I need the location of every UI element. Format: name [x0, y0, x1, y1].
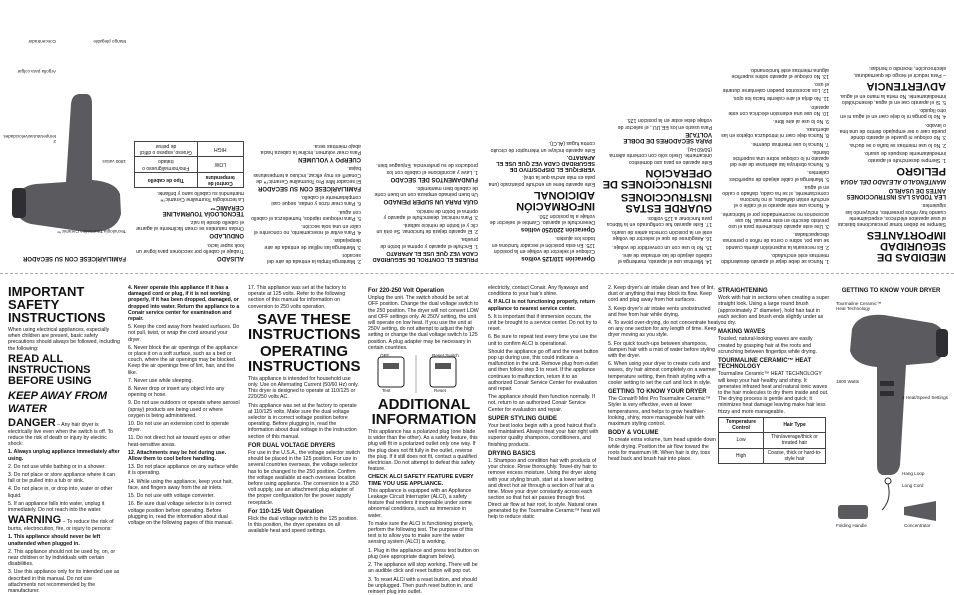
es-item: 3. Mantenga las rejillas de entrada de aire despejadas. [251, 237, 361, 249]
alci-item: 6. Be sure to repeat test every time you use the unit to confirm ALCI is operational. [488, 334, 600, 346]
warning-heading: WARNING [8, 514, 61, 526]
warning-item: 2. This appliance should not be used by, on, or near children or by individuals with certain disabilities. [8, 549, 120, 568]
alci-item: 5. It is important that if immersion occurs, the unit be brought to a service center. Do not try to reset. [488, 314, 600, 333]
fold-line [0, 273, 954, 274]
es-item: 3. Para reiniciar, desenchufe el aparato y oprima el botón de reinicio. [368, 207, 478, 219]
reset-text: The appliance should then function normally. If not, return to an authorized Conair Service Center for evaluation and repair. [488, 394, 600, 413]
save-heading: SAVE THESE INSTRUCTIONS [248, 312, 360, 342]
getting-to-know-title: GETTING TO KNOW YOUR DRYER [832, 288, 950, 294]
table-cell: Thin/average/thick or treated hair [764, 433, 826, 448]
v220-text: Unplug the unit. The switch should be set at OFF position. Change the dual voltage switch to the 250 position. The dryer will not convert LOW and OFF settings only. At 250V setting, the unit will operate on low heat. If you use the unit at 250V setting, do not attempt to adjust the high setting or change the dual voltage switch to 125 position. A plug adapter may be necessary in certain countries. [368, 295, 480, 351]
fig-label: Test [382, 388, 390, 393]
alci-step: 2. The appliance will stop working. There will be an audible click and reset button will pop out. [368, 562, 480, 574]
danger-item: 1. Always unplug appliance immediately after using. [8, 449, 120, 461]
es-item: 2. Mantenga limpia la entrada de aire del secador. [251, 252, 361, 264]
es-guia: GUÍA PARA UN SUPER PEINADO [368, 198, 478, 204]
es-col-1 [836, 2, 946, 264]
table-cell: Coarse, thick or hard-to-style hair [764, 448, 826, 463]
en-col-3 [248, 285, 360, 547]
es-tecno: TECNOLOGÍA TOURMALINE CERAMIC™ [134, 203, 244, 215]
label-folding-handle: Folding Handle [836, 523, 867, 528]
waves-heading: MAKING WAVES [718, 329, 830, 335]
fig-label: Reset [434, 388, 446, 393]
operating-heading: OPERATING INSTRUCTIONS [248, 344, 360, 374]
warning-text: – To reduce the risk of burns, electrocution, fire, or injury to persons: [8, 519, 114, 532]
es-item: 13. No coloque el aparato sobre superficie alguna mientras esté funcionando. [719, 66, 829, 78]
table-row [719, 448, 826, 463]
es-item: 17. Este aparato fue configurado en la fábrica para funcionar a 125 voltios. [602, 215, 712, 227]
drying-item: 2. Keep dryer's air intake clean and free of lint, dust or anything that may block its flow. Keep cord and plug away from hot surfaces. [608, 285, 720, 304]
es-p: Trabaje el cabello por secciones para lograr un look super lacio. [134, 241, 244, 253]
super-styling-heading: SUPER STYLING GUIDE [488, 416, 600, 422]
dual-voltage-heading: FOR DUAL VOLTAGE DRYERS [248, 443, 360, 449]
drying-basics-item: 1. Shampoo and condition hair with products of your choice. Rinse thoroughly. Towel-dry hair to remove excess moisture. Using the dryer along with your styling brush, start at a lower setting and direct hot air through a section of hair at a time. Move your dryer constantly across each section so that hot air passes through first. Direct air flow at hair root, to style. Natural ones generated by the Tourmaline Ceramic™ heat will help to reduce static [488, 458, 600, 520]
en-col-1 [8, 285, 120, 547]
es-label: 2 temperaturas/velocidades [3, 134, 56, 144]
es-table-cell: Grueso, espeso o difícil de peinar [135, 141, 198, 156]
hair-type-table [718, 417, 826, 464]
fig-label: OFF [380, 353, 389, 358]
label-tourmaline: Tourmaline Ceramic™ Heat Technology [836, 301, 886, 311]
es-p: 1. Lave y acondicione el cabello con los productos de su preferencia. Enjuague bien. [368, 162, 478, 174]
es-p: Este aparato es para uso doméstico únicamente. Úselo sólo con corriente alterna (50/60 Hz). [602, 146, 712, 165]
es-item: 10. No use una extensión eléctrica con este aparato. [719, 103, 829, 115]
es-p: Para usarlo en los EE.UU., el selector de voltaje debe estar en la posición 125. [602, 117, 712, 129]
es-label: Mango plegable [93, 39, 126, 44]
es-cuerpo: CUERPO Y VOLUMEN [251, 156, 361, 162]
en-col-5 [488, 285, 600, 547]
es-col-4 [485, 2, 595, 264]
warning-item: 10. Do not use an extension cord to operate dryer. [128, 421, 240, 433]
es-adicional: INFORMACIÓN ADICIONAL [485, 189, 595, 211]
v110-text: Flick the dual voltage switch to the 125 position. In this position, the dryer operates on all available heat and speed settings. [248, 516, 360, 535]
es-p: Ondas naturales se crean fácilmente al agarrar el cabello desde la raíz. [134, 219, 244, 231]
danger-item: 3. Do not place or store appliance where it can fall or be pulled into a tub or sink. [8, 472, 120, 484]
item-17: 17. This appliance was set at the factory to operate at 125 volts. Refer to the following section of this manual for information on conversion to 250 volts operation. [248, 285, 360, 310]
es-p: Desenchufe el aparato. Cambie el selector de voltaje a la posición 250. [485, 213, 595, 225]
drying-item: 6. When using your dryer to create curls and waves, dry hair almost completely on a warmer temperature setting, then finish styling with a cooler setting to set the curl and lock in style. [608, 361, 720, 386]
es-dual: PARA SECADORES DE DOBLE VOLTAJE [602, 131, 712, 143]
es-familia-title: FAMILIARÍCESE CON SU SECADOR [6, 255, 126, 261]
es-label: Argolla para colgar [17, 69, 56, 74]
waves-text: Tousled, natural-looking waves are easily created by grasping hair at the roots and scrunching between fingertips while drying. [718, 336, 830, 355]
es-intro: Siempre se deben tomar precauciones básicas al usar aparatos eléctricos, especialmente cuando hay niños presentes, incluyendo las siguientes: [836, 202, 946, 227]
additional-heading: ADDITIONAL INFORMATION [368, 397, 480, 427]
reset-text: Should the appliance go off and the reset button pop up during use, this could indicate a malfunction in the unit. Remove plug from outlet and then follow step 3 to reset. If the appliance continues to malfunction, return it to an authorized Conair Service Center for evaluation and repair. [488, 349, 600, 392]
es-guarde: GUARDE ESTAS INSTRUCCIONES [602, 191, 712, 213]
es-item: 14. Mientras use el aparato, mantenga el cabello alejado de las entradas de aire. [602, 252, 712, 264]
en-col-6 [608, 285, 720, 547]
es-hair-table [134, 141, 244, 188]
alci-heading: CHECK ALCI SAFETY FEATURE EVERY TIME YOU USE APPLIANCE. [368, 474, 480, 486]
es-instr: INSTRUCCIONES DE OPERACIÓN [602, 167, 712, 189]
es-p: Coloque el selector de voltaje en la posición 125. En esta posición el secador funciona en todos los ajustes. [485, 235, 595, 254]
es-label: 1800 vatios [103, 159, 127, 164]
warning-item: 11. Do not direct hot air toward eyes or other heat-sensitive areas. [128, 435, 240, 447]
label-watts: 1800 Watts [836, 379, 859, 384]
know-dryer-text: The Conair® Mini Pro Tourmaline Ceramic™ Styler is very effective, even at lower temperatures, and helps to grow healthier-looking, shiny, more manageable hair with maximum styling control. [608, 396, 720, 427]
table-header: Hair Type [764, 417, 826, 432]
es-alisado: ALISADO [134, 255, 244, 261]
es-p: Un buen peinado empieza con un buen corte de cabello bien mantenido. [368, 185, 478, 197]
warning-item: 16. Be sure dual voltage selector is in correct voltage position before operating. Before plugging in, read the information about dual voltage on the following pages of this manual. [128, 501, 240, 526]
es-item: 4. No lo ponga ni lo deje caer en el agua ni en otro líquido. [836, 107, 946, 119]
warning-item: 13. Do not place appliance on any surface while it is operating. [128, 464, 240, 476]
es-table-cell: LOW [197, 157, 243, 172]
es-table-head: Tipo de cabello [135, 172, 198, 187]
alci-text: This appliance is equipped with an Appliance Leakage Circuit Interrupter (ALCI), a safety feature that renders it inoperable under some abnormal conditions, such as immersion in water. [368, 488, 480, 519]
warning-item: 9. Do not use outdoors or operate where aerosol (spray) products are being used or where oxygen is being administered. [128, 400, 240, 419]
danger-text: – Any hair dryer is electrically live even when the switch is off. To reduce the risk of death or injury by electric shock: [8, 422, 113, 447]
es-item: 1. Siempre desenchufe el aparato inmediatamente después de usarlo. [836, 150, 946, 162]
drying-item: 5. For quick touch-ups between shampoos, dampen hair with a mist of water before styling with the dryer. [608, 341, 720, 360]
es-label: Concentrador [28, 39, 56, 44]
warning-item: 6. Never block the air openings of the appliance or place it on a soft surface, such as a bed or couch, where the air openings may be blocked. Keep the air openings free of lint, hair, and the like. [128, 345, 240, 376]
alci-text: To make sure the ALCI is functioning properly, perform the following test. The purpose of this test is to allow you to make sure the water sensing system (ALCI) is working. [368, 521, 480, 546]
warning-item: 15. Do not use with voltage converter. [128, 493, 240, 499]
es-item: 12. Los accesorios pueden calentarse durante el uso. [719, 81, 829, 93]
en-col-4 [368, 285, 480, 547]
es-item: 4. Para evitar el resecamiento, no concentre el calor en una sola sección. [251, 223, 361, 235]
es-table-head: Control de temperatura [197, 172, 243, 187]
es-fund: FUNDAMENTOS DEL SECADO [368, 176, 478, 182]
drying-item: 4. To avoid over-drying, do not concentrate heat on any one section for any length of time. Keep dryer moving as you style. [608, 320, 720, 339]
alci-step: 3. To reset ALCI with a reset button, and should be unplugged. Then push reset button in, and reinsert plug into outlet. [368, 577, 480, 595]
warning-item: 5. Keep the cord away from heated surfaces. Do not pull, twist, or wrap the cord around your dryer. [128, 324, 240, 343]
drying-basics-heading: DRYING BASICS [488, 451, 600, 457]
es-item: 2. No lo use mientras se baña o se ducha. [836, 142, 946, 148]
v220-heading: For 220-250 Volt Operation [368, 288, 480, 294]
alci-step: 1. Plug in the appliance and press test button on plug (see appropriate diagram below). [368, 548, 480, 560]
body-volume-text: To create extra volume, turn head upside down while drying. Position the air flow toward the roots for maximum lift. When hair is dry, toss head back and brush hair into place. [608, 437, 720, 462]
read-all-heading: READ ALL INSTRUCTIONS BEFORE USING [8, 354, 120, 387]
es-item: 16. Asegúrese de que el selector de voltaje esté en la posición correcta antes de usarlo. [602, 229, 712, 241]
alci-item: 4. If ALCI is not functioning properly, return appliance to nearest service center. [488, 299, 600, 311]
es-ondas: ONDULADO [134, 232, 244, 238]
es-item: 3. No coloque ni guarde el aparato donde pueda caer o ser empujado dentro de una tina o lavabo. [836, 121, 946, 140]
es-item: 5. Mantenga el cable alejado de superficies calientes. [719, 169, 829, 181]
es-col-5 [368, 2, 478, 264]
keep-away-heading: KEEP AWAY FROM WATER [8, 390, 120, 416]
es-read-all: LEA TODAS LAS INSTRUCCIONES ANTES DE USARLO [836, 187, 946, 199]
es-col-7 [134, 2, 244, 264]
additional-text: This appliance has a polarized plug (one blade is wider than the other). As a safety feature, this plug will fit in a polarized outlet only one way. If the plug does not fit fully in the outlet, reverse the plug. If it still does not fit, contact a qualified electrician. Do not attempt to defeat this safety feature. [368, 429, 480, 472]
es-item: 2. Es necesaria la supervisión atenta cuando se usa por, sobre o cerca de niños o personas discapacitadas. [719, 231, 829, 250]
english-half [0, 277, 954, 549]
es-dryer-illustration [6, 54, 126, 254]
es-col-2 [719, 2, 829, 264]
danger-heading: DANGER [8, 417, 56, 429]
warning-item: 14. While using the appliance, keep your hair, face, and fingers away from the air inlets. [128, 479, 240, 491]
label-heat-speed: 2 Heat/Speed Settings [902, 395, 948, 400]
table-header: Temperature Control [719, 417, 764, 432]
es-item: 8. Nunca deje caer ni introduzca objetos en las aberturas. [719, 126, 829, 138]
es-item: 1. Nunca se debe dejar el aparato desatendido mientras esté enchufado. [719, 252, 829, 264]
es-table-cell: HIGH [197, 141, 243, 156]
es-adv-text: – Para reducir el riesgo de quemaduras, electrocución, incendio o heridas: [836, 65, 946, 77]
know-dryer-heading: GETTING TO KNOW YOUR DRYER [608, 389, 720, 395]
es-item: 5. Si el aparato cae en el agua, desenchúfelo inmediatamente. No meta la mano en el agua. [836, 93, 946, 105]
dual-voltage-text: For use in the U.S.A., the voltage selector switch should be placed in the 125 position. For use in several countries overseas, the voltage selector has to be changed to the 250 position. Confirm the voltage available at each overseas location before using appliance. The conversion to a 250 volt supply, use an attachment plug adapter of the proper configuration for the power supply receptacle. [248, 450, 360, 506]
es-item: 6. Nunca obstruya las aberturas de aire del aparato ni lo coloque sobre una superficie blanda. [719, 149, 829, 168]
alci-plug-figure [368, 353, 480, 395]
es-safety-title: MEDIDAS DE SEGURIDAD IMPORTANTES [836, 229, 946, 262]
es-familia: FAMILIARÍCESE CON SU SECADOR [251, 185, 361, 191]
es-op220: Operación 220/250 voltios [485, 226, 595, 232]
es-advertencia: ADVERTENCIA [836, 80, 946, 91]
danger-item: 4. Do not place in, or drop into, water or other liquid. [8, 486, 120, 498]
es-alci: VERIFIQUE EL DISPOSITIVO DE SEGURIDAD CADA VEZ QUE USE EL APARATO. [485, 154, 595, 173]
label-long-cord: Long Cord [902, 483, 923, 488]
warning-item: 3. Use this appliance only for its intended use as described in this manual. Do not use attachments not recommended by the manufacturer. [8, 569, 120, 594]
es-item: 6. Para crear rizos y ondas, seque casi completamente el cabello. [251, 194, 361, 206]
tech-heading: TOURMALINE CERAMIC™ HEAT TECHNOLOGY [718, 358, 830, 370]
body-volume-heading: BODY & VOLUME [608, 430, 720, 436]
es-item: 11. No dirija el aire caliente hacia los ojos. [719, 95, 829, 101]
es-p: Este aparato tiene un enchufe polarizado (una pata es más ancha que la otra). [485, 174, 595, 186]
label-concentrator: Concentrator [904, 523, 931, 528]
en-col-8 [832, 285, 950, 547]
operating-text: This appliance was set at the factory to operate at 110/125 volts. Make sure the dual voltage selector is in correct voltage position before operating. Before plugging in, read the information about dual voltage in the instruction section of this manual. [248, 403, 360, 440]
warning-item: 4. Never operate this appliance if it has a damaged cord or plug, if it is not working properly, if it has been dropped, damaged, or dropped into water. Return the appliance to a Conair service center for examination and repair. [128, 285, 240, 322]
es-col-6 [251, 2, 361, 264]
es-item: 15. No lo use con un convertidor de voltaje. [602, 243, 712, 249]
en-col-7 [718, 285, 830, 547]
table-row [719, 433, 826, 448]
warning-item: 1. This appliance should never be left unattended when plugged in. [8, 534, 120, 546]
spanish-half [0, 0, 954, 272]
es-table-cell: Fino/normal/grueso o tratado [135, 157, 198, 172]
en-col-2 [128, 285, 240, 547]
safety-intro: When using electrical appliances, especially when children are present, basic safety precautions should always be followed, including the following: [8, 327, 120, 352]
es-keep-away: MANTÉNGALO ALEJADO DEL AGUA [836, 178, 946, 184]
es-col-3 [602, 2, 712, 264]
es-item: 7. Nunca lo use mientras duerme. [719, 140, 829, 146]
es-p: Este aparato incluye un interruptor de circuito contra fugas (ALCI). [485, 140, 595, 152]
danger-item: 5. If an appliance falls into water, unplug it immediately. Do not reach into the water. [8, 501, 120, 513]
super-styling-text: Your best looks begin with a good haircut that's well maintained. Always treat your hair right with superior quality shampoos, conditioners, and finishing products. [488, 423, 600, 448]
warning-item: 8. Never drop or insert any object into any opening or hose. [128, 386, 240, 398]
es-op110: Operación 110/125 voltios [485, 255, 595, 261]
es-peligro: PELIGRO [836, 165, 946, 176]
hair-dryer-illustration [832, 295, 950, 535]
danger-item: 2. Do not use while bathing or in a shower. [8, 464, 120, 470]
safety-title: IMPORTANT SAFETY INSTRUCTIONS [8, 285, 120, 324]
straightening-text: Work with hair in sections when creating a super straight look. Using a large round brush (approximately 2" diameter), hold hair taut in each section and brush ends slightly under as you dry. [718, 295, 830, 326]
fig-label: Reset Switch [432, 353, 459, 358]
dryer-figure [832, 295, 950, 535]
es-item: 9. No lo use al aire libre. [719, 118, 829, 124]
es-cuello: PRUEBE EL CONTROL DE SEGURIDAD CADA VEZ QUE USE EL APARATO [368, 250, 478, 262]
es-p: La tecnología Tourmaline Ceramic™ mantendrá su cabello sano y brillante. [134, 190, 244, 202]
es-item: 3. Use este aparato únicamente para el uso previsto descrito en este manual. No use accesorios no recomendados por el fabricante. [719, 210, 829, 229]
tech-text: Tourmaline Ceramic™ HEAT TECHNOLOGY will keep your hair healthy and shiny. It generates infrared heat and natural ionic waves to the hair molecules to dry them inside and out. The drying process is gentle and quick; it minimizes heat damage leaving make hair less frizzy and more manageable. [718, 371, 830, 414]
es-label: Tecnología Tourmaline Ceramic™ [57, 229, 126, 234]
es-item: 1. Enchufe el aparato y oprima el botón de prueba. [368, 236, 478, 248]
drying-item: 3. Keep dryer's air intake vents unobstructed and free from hair while drying. [608, 306, 720, 318]
continued-text: electricity, contact Conair. Any flyaways and conditions to your hair's shine. [488, 285, 600, 297]
es-item: 5. Para retoques rápidos, humedezca el cabello con agua. [251, 208, 361, 220]
es-item: 4. Nunca use este aparato si el cable o el enchufe están dañados, si no funciona correctamente, si se ha caído, dañado o caído en el agua. [719, 184, 829, 209]
warning-item: 12. Attachments may be hot during use. Allow them to cool before handling. [128, 450, 240, 462]
es-col-8 [6, 2, 126, 264]
operating-text: This appliance is intended for household use only. Use on Alternating Current (50/60 Hz) only. This dryer is designed to operate at 110/125 or 220/250 volts AC. [248, 376, 360, 401]
straightening-heading: STRAIGHTENING [718, 288, 830, 294]
table-cell: High [719, 448, 764, 463]
label-hang-loop: Hang Loop [902, 471, 924, 476]
es-p: Para crear volumen, incline la cabeza hacia abajo mientras seca. [251, 143, 361, 155]
es-p: El secador Mini Pro Tourmaline Ceramic™ de Conair® es muy eficaz, incluso a temperaturas bajas. [251, 165, 361, 184]
es-item: 2. El aparato dejará de funcionar. Se oirá un clic y el botón de reinicio saltará. [368, 222, 478, 234]
warning-item: 7. Never use while sleeping. [128, 378, 240, 384]
v110-heading: For 110-125 Volt Operation [248, 509, 360, 515]
table-cell: Low [719, 433, 764, 448]
